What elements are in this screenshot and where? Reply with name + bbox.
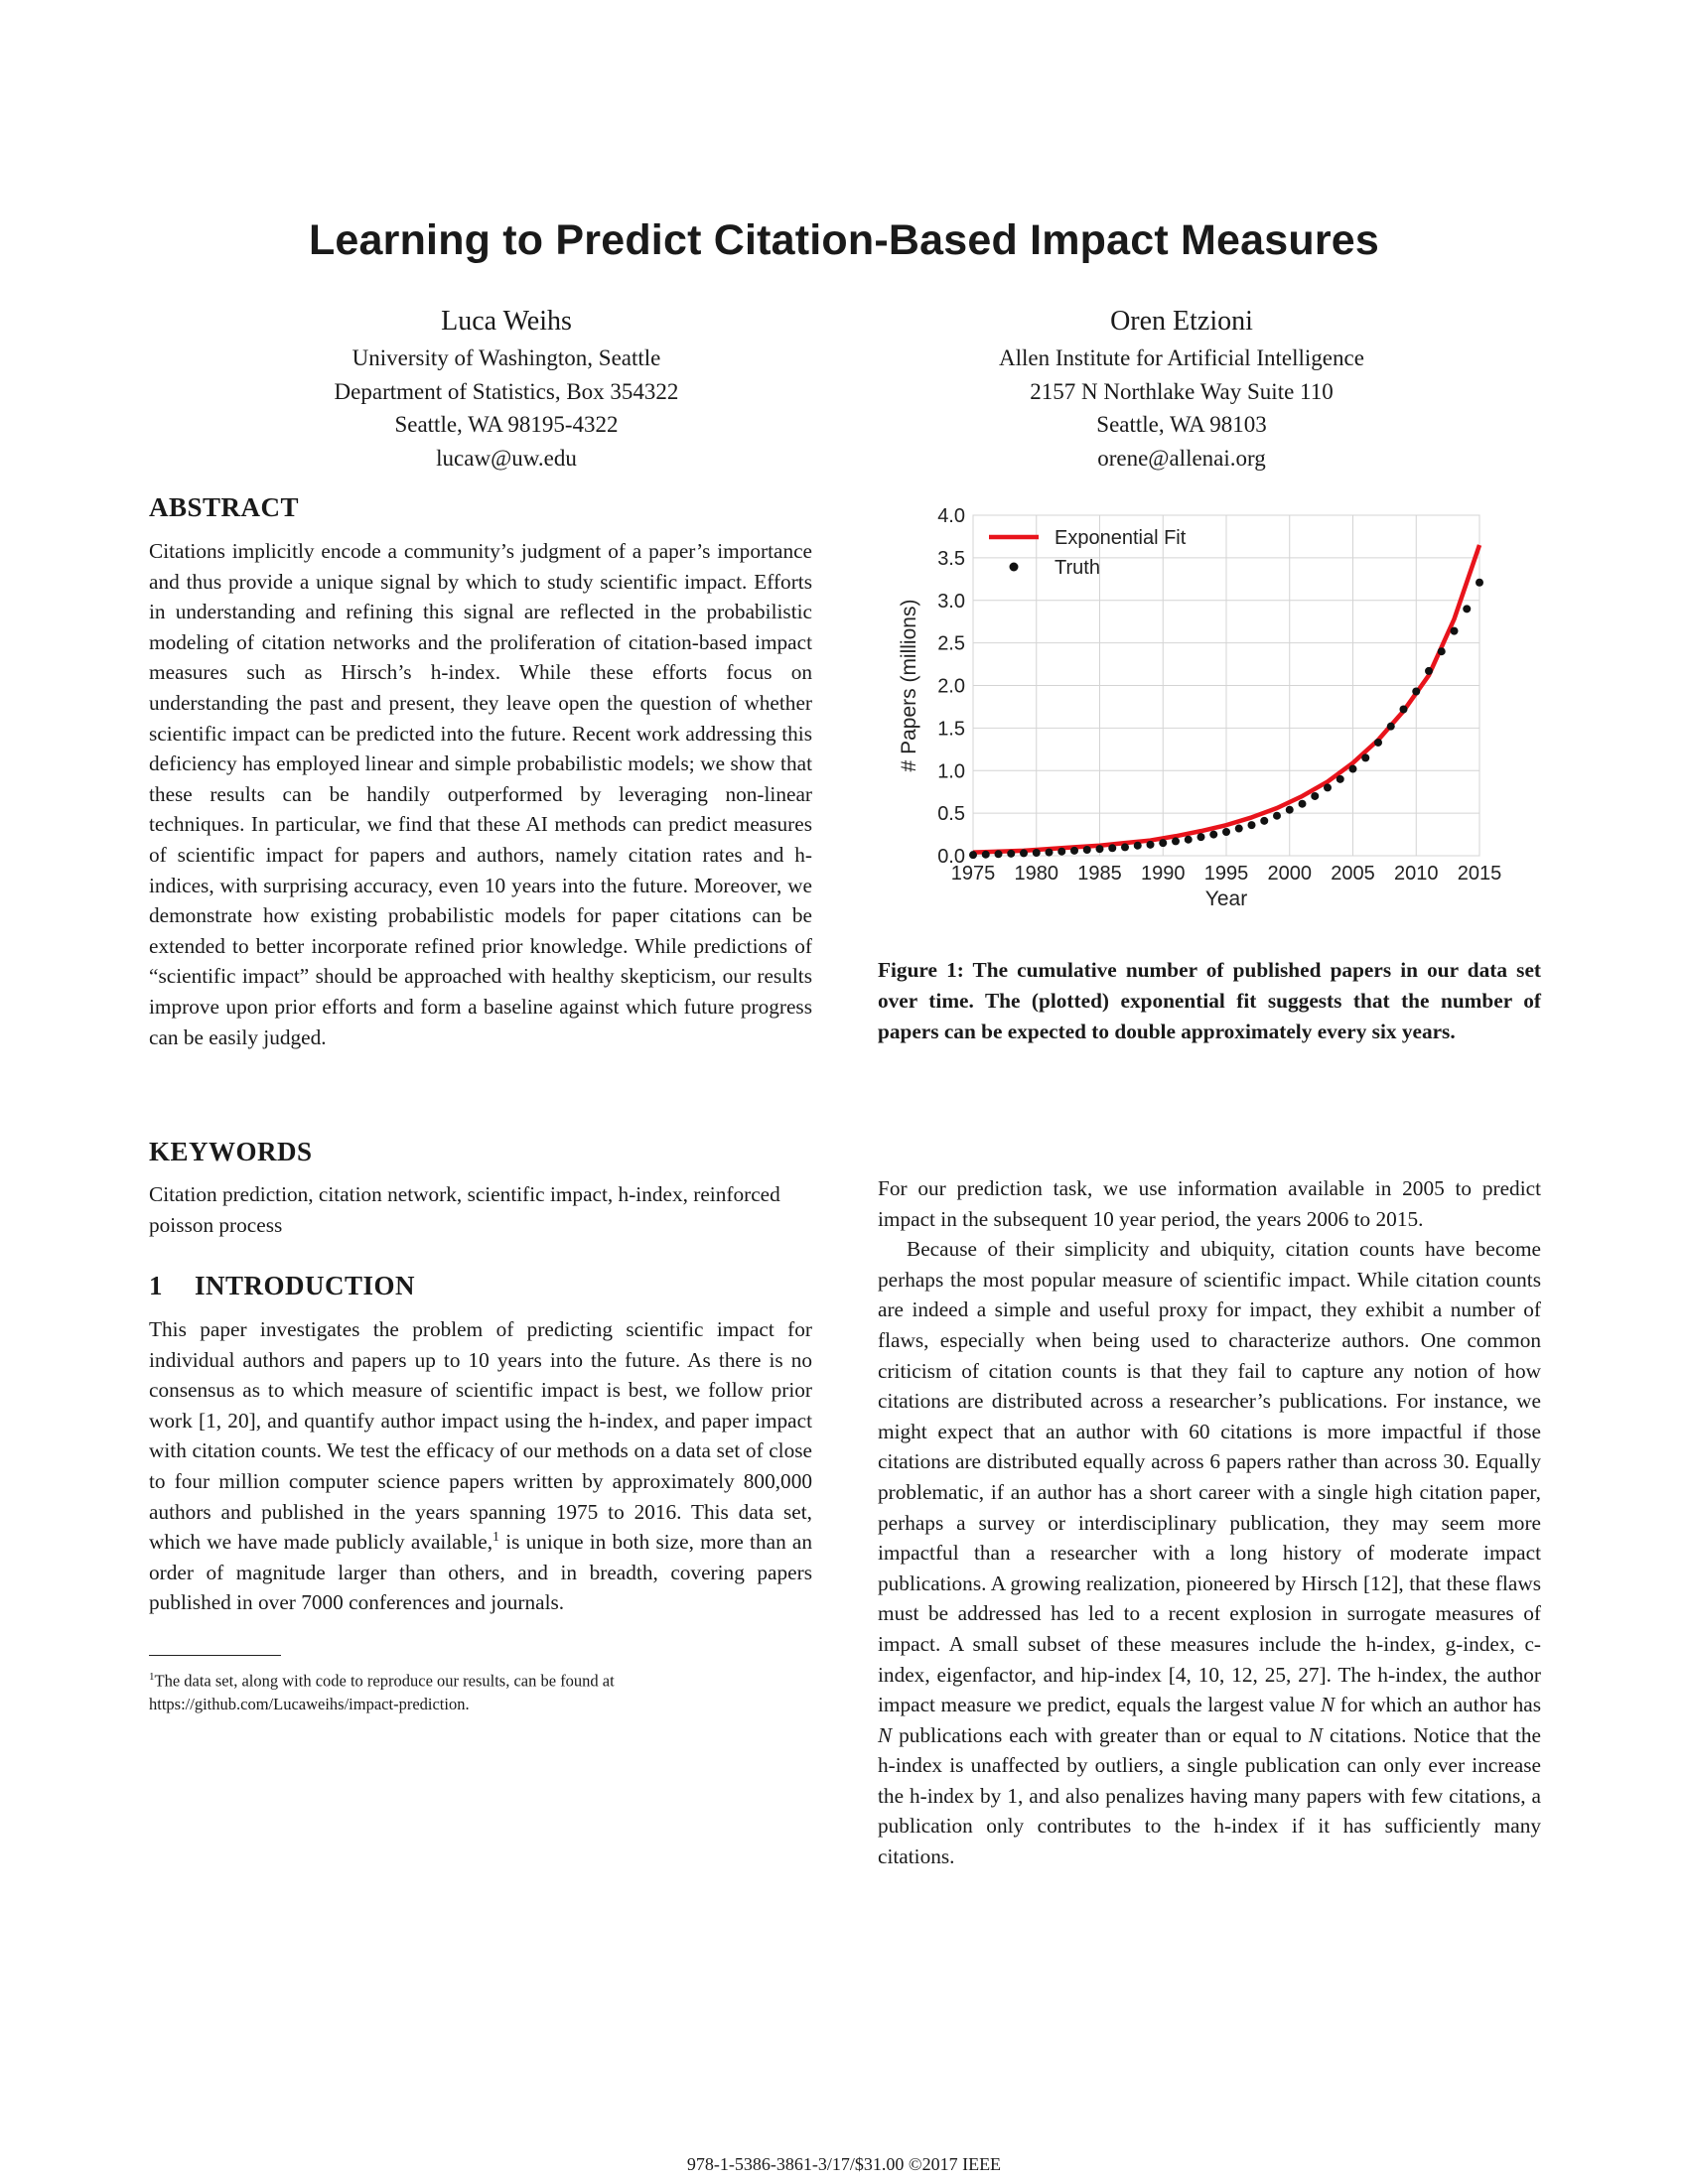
- y-tick-label: 2.5: [937, 632, 965, 655]
- page-footer: 978-1-5386-3861-3/17/$31.00 ©2017 IEEE: [686, 2154, 1002, 2174]
- footnote: [149, 1666, 816, 1715]
- truth-point: [1273, 812, 1281, 820]
- section-number: 1: [149, 1271, 163, 1300]
- introduction-text: [149, 1314, 812, 1618]
- truth-point: [1209, 831, 1217, 839]
- author-address: Seattle, WA 98195-4322: [394, 412, 619, 437]
- paragraph-part: publications each with greater than or equal to: [892, 1722, 1309, 1747]
- legend-dot-swatch: [1010, 563, 1019, 572]
- citation-counts-paragraph: [878, 1234, 1541, 1871]
- truth-point: [1185, 836, 1193, 844]
- y-tick-label: 0.5: [937, 803, 965, 826]
- truth-point: [1299, 800, 1307, 808]
- introduction-heading: [149, 1271, 415, 1301]
- intro-text-part-2: is unique in both size, more than an order of magnitude larger than others, and in breadth, covering papers published in over 7000 conferences and journals.: [149, 1530, 812, 1615]
- truth-point: [1096, 845, 1104, 853]
- y-tick-label: 1.0: [937, 760, 965, 783]
- truth-point: [1476, 579, 1483, 587]
- right-column-text: [878, 1173, 1541, 1872]
- footnote-number: 1: [149, 1671, 155, 1683]
- truth-point: [1311, 792, 1319, 800]
- truth-point: [1361, 753, 1369, 761]
- truth-point: [1425, 667, 1433, 675]
- x-tick-label: 1975: [950, 863, 996, 885]
- truth-point: [1349, 765, 1357, 773]
- author-address: Seattle, WA 98103: [1096, 412, 1267, 437]
- author-affiliation: University of Washington, Seattle: [352, 345, 661, 370]
- author-name: Oren Etzioni: [1110, 306, 1253, 337]
- author-email: orene@allenai.org: [1097, 445, 1266, 471]
- x-tick-label: 1980: [1014, 863, 1058, 885]
- truth-point: [1235, 825, 1243, 833]
- truth-point: [969, 851, 977, 859]
- truth-point: [1083, 846, 1091, 854]
- truth-point: [1134, 842, 1142, 850]
- truth-point: [1412, 688, 1420, 696]
- paper-title: Learning to Predict Citation-Based Impact Measures: [308, 216, 1380, 264]
- author-email: lucaw@uw.edu: [436, 445, 577, 471]
- truth-point: [1046, 849, 1054, 857]
- abstract-text: [149, 536, 812, 1052]
- x-tick-label: 1990: [1141, 863, 1186, 885]
- x-tick-label: 2005: [1331, 863, 1375, 885]
- truth-point: [1020, 849, 1028, 857]
- truth-point: [982, 851, 990, 859]
- truth-point: [995, 850, 1003, 858]
- paragraph-part: for which an author has: [1335, 1693, 1541, 1717]
- abstract-heading: ABSTRACT: [149, 492, 300, 522]
- y-tick-label: 0.0: [937, 846, 965, 868]
- truth-point: [1260, 817, 1268, 825]
- x-tick-label: 2015: [1457, 863, 1502, 885]
- prediction-task-paragraph: For our prediction task, we use information available in 2005 to predict impact in the subsequent 10 year period, the years 2006 to 2015.: [878, 1176, 1541, 1231]
- intro-text-part-1: This paper investigates the problem of predicting scientific impact for individual authors and papers up to 10 years into the future. As there is no consensus as to which measure of scientific impact is best, we follow prior work [1, 20], and quantify author impact using the h-index, and paper impact with citation counts. We test the efficacy of our methods on a data set of close to four million computer science papers written by approximately 800,000 authors and published in the years spanning 1975 to 2016. This data set, which we have made publicly available,: [149, 1317, 812, 1555]
- y-tick-label: 2.0: [937, 675, 965, 698]
- truth-point: [1222, 828, 1230, 836]
- truth-point: [1286, 806, 1294, 814]
- truth-point: [1324, 783, 1332, 791]
- truth-point: [1147, 841, 1155, 849]
- x-axis-label: Year: [1204, 887, 1248, 910]
- y-tick-label: 3.5: [937, 547, 965, 570]
- paragraph-part: citations. Notice that the h-index is unaffected by outliers, a single publication can only ever increase the h-index by 1, and also penalizes having many papers with few citations, a publication only contributes to the h-index if it has sufficiently many citations.: [878, 1722, 1541, 1869]
- abstract-paragraph: Citations implicitly encode a community’s judgment of a paper’s importance and thus provide a unique signal by which to study scientific impact. Efforts in understanding and refining this signal are reflected in the probabilistic modeling of citation networks and the proliferation of citation-based impact measures such as Hirsch’s h-index. While these efforts focus on understanding the past and present, they leave open the question of whether scientific impact can be predicted into the future. Recent work addressing this deficiency has employed linear and simple probabilistic models; we show that these results can be handily outperformed by leveraging non-linear techniques. In particular, we find that these AI methods can predict measures of scientific impact for papers and authors, namely citation rates and h-indices, with surprising accuracy, even 10 years into the future. Moreover, we demonstrate how existing probabilistic models for paper citations can be extended to better incorporate refined prior knowledge. While predictions of “scientific impact” should be approached with healthy skepticism, our results improve upon prior efforts and form a baseline against which future progress can be easily judged.: [149, 539, 812, 1049]
- variable-n: N: [1308, 1722, 1324, 1747]
- x-tick-label: 1995: [1203, 863, 1249, 885]
- x-tick-label: 1985: [1077, 863, 1122, 885]
- author-street: 2157 N Northlake Way Suite 110: [1030, 378, 1334, 404]
- truth-point: [1159, 839, 1167, 847]
- footnote-mark[interactable]: 1: [492, 1530, 500, 1546]
- author-block-1: [209, 304, 804, 475]
- y-axis-label: # Papers (millions): [898, 599, 920, 772]
- truth-point: [1336, 775, 1344, 783]
- figure-caption: Figure 1: The cumulative number of published papers in our data set over time. The (plotted) exponential fit suggests that the number of papers can be expected to double approximately every six years.: [878, 958, 1541, 1043]
- paragraph-part: Because of their simplicity and ubiquity, citation counts have become perhaps the most popular measure of scientific impact. While citation counts are indeed a simple and useful proxy for impact, they exhibit a number of flaws, especially when being used to characterize authors. One common criticism of citation counts is that they fail to capture any notion of how citations are distributed across a researcher’s publications. For instance, we might expect that an author with 60 citations is more impactful if those citations are distributed equally across 6 papers rather than across 30. Equally problematic, if an author has a short career with a single high citation paper, perhaps a survey or interdisciplinary publication, they may seem more impactful than a researcher with a long history of moderate impact publications. A growing realization, pioneered by Hirsch [12], that these flaws must be addressed has led to a recent explosion in surrogate measures of impact. A small subset of these measures include the h-index, g-index, c-index, eigenfactor, and hip-index [4, 10, 12, 25, 27]. The h-index, the author impact measure we predict, equals the largest value: [878, 1237, 1541, 1717]
- truth-point: [1438, 647, 1446, 655]
- truth-point: [1197, 833, 1205, 841]
- y-tick-label: 1.5: [937, 718, 965, 741]
- truth-point: [1463, 605, 1471, 613]
- legend-label: Truth: [1055, 557, 1100, 579]
- truth-point: [1248, 821, 1256, 829]
- x-tick-label: 2000: [1267, 863, 1312, 885]
- truth-point: [1007, 850, 1015, 858]
- y-tick-label: 4.0: [937, 505, 965, 527]
- footnote-divider: [149, 1655, 281, 1656]
- truth-point: [1451, 627, 1459, 635]
- y-tick-label: 3.0: [937, 590, 965, 613]
- keywords-heading: KEYWORDS: [149, 1137, 313, 1166]
- section-title: INTRODUCTION: [195, 1271, 416, 1300]
- footnote-text: The data set, along with code to reproduce our results, can be found at https://github.com/Lucaweihs/impact-prediction.: [149, 1671, 615, 1713]
- author-affiliation: Allen Institute for Artificial Intelligence: [999, 345, 1364, 370]
- variable-n: N: [878, 1722, 893, 1747]
- author-department: Department of Statistics, Box 354322: [334, 378, 679, 404]
- truth-point: [1387, 723, 1395, 731]
- truth-point: [1400, 706, 1408, 714]
- truth-point: [1108, 844, 1116, 852]
- variable-n: N: [1320, 1693, 1336, 1717]
- truth-point: [1057, 848, 1065, 856]
- truth-point: [1033, 849, 1041, 857]
- keywords-text: [149, 1179, 812, 1240]
- truth-point: [1121, 843, 1129, 851]
- legend-label: Exponential Fit: [1055, 527, 1187, 549]
- truth-point: [1070, 847, 1078, 855]
- introduction-paragraph: [149, 1314, 812, 1618]
- papers-over-time-chart: [890, 501, 1525, 918]
- keywords-paragraph: Citation prediction, citation network, scientific impact, h-index, reinforced poisson process: [149, 1182, 780, 1237]
- x-tick-label: 2010: [1394, 863, 1439, 885]
- author-block-2: [884, 304, 1479, 475]
- chart-grid: [973, 515, 1479, 856]
- truth-point: [1374, 739, 1382, 747]
- author-name: Luca Weihs: [441, 306, 572, 337]
- truth-point: [1172, 837, 1180, 845]
